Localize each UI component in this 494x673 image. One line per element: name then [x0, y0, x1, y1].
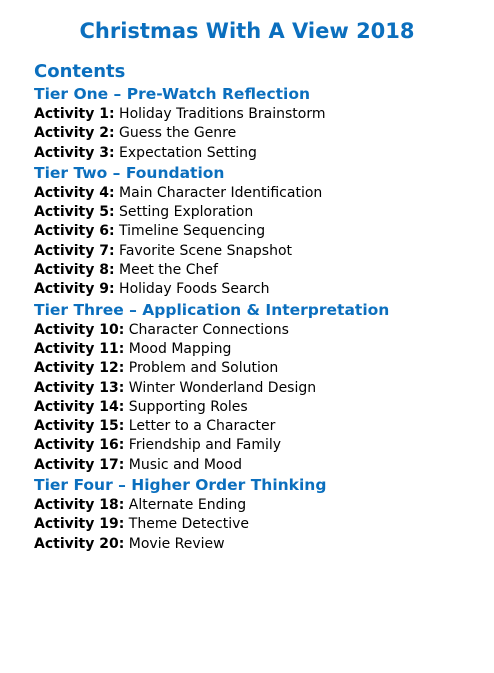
activity-title: Letter to a Character	[128, 418, 276, 435]
activity-label: Activity 7:	[34, 242, 115, 259]
activity-title: Character Connections	[128, 321, 289, 338]
activity-title: Holiday Foods Search	[119, 281, 270, 298]
document-title: Christmas With A View 2018	[79, 19, 415, 43]
activity-label: Activity 5:	[34, 204, 115, 221]
activity-title: Supporting Roles	[128, 398, 248, 415]
activity-20	[34, 535, 474, 554]
activity-title: Meet the Chef	[119, 262, 218, 279]
activity-label: Activity 18:	[34, 497, 125, 514]
activity-label: Activity 1:	[34, 106, 115, 122]
activity-label: Activity 6:	[34, 223, 115, 240]
activity-title: Expectation Setting	[119, 144, 257, 161]
contents-heading: Contents	[34, 61, 126, 82]
tier-heading: Tier Four – Higher Order Thinking	[34, 476, 327, 495]
activity-18	[34, 496, 474, 515]
activity-title: Winter Wonderland Design	[128, 379, 317, 396]
activity-title: Music and Mood	[128, 456, 242, 473]
activity-title: Friendship and Family	[128, 437, 282, 454]
activity-label: Activity 15:	[34, 418, 125, 435]
activity-label: Activity 12:	[34, 360, 125, 377]
activity-label: Activity 20:	[34, 535, 125, 552]
activity-14	[34, 398, 474, 417]
activity-title: Theme Detective	[128, 516, 249, 533]
activity-title: Setting Exploration	[119, 204, 254, 221]
activity-label: Activity 11:	[34, 340, 125, 357]
activity-17	[34, 456, 474, 475]
tier-heading: Tier Two – Foundation	[34, 163, 225, 182]
activity-title: Holiday Traditions Brainstorm	[119, 106, 326, 122]
activity-16	[34, 436, 474, 455]
tier-heading: Tier Three – Application & Interpretation	[34, 300, 390, 319]
activity-title: Timeline Sequencing	[119, 223, 266, 240]
activity-label: Activity 19:	[34, 516, 125, 533]
activity-2	[34, 124, 474, 143]
activity-label: Activity 17:	[34, 456, 125, 473]
activity-9	[34, 280, 474, 299]
activity-label: Activity 8:	[34, 262, 115, 279]
activity-title: Guess the Genre	[119, 125, 237, 142]
activity-19	[34, 515, 474, 534]
activity-label: Activity 3:	[34, 144, 115, 161]
activity-10	[34, 321, 474, 340]
activity-13	[34, 379, 474, 398]
activity-1	[34, 105, 474, 124]
tier-two	[34, 163, 474, 300]
tier-one	[34, 84, 474, 163]
activity-title: Movie Review	[128, 535, 225, 552]
activity-label: Activity 4:	[34, 184, 115, 201]
activity-label: Activity 2:	[34, 125, 115, 142]
activity-label: Activity 9:	[34, 281, 115, 298]
activity-label: Activity 16:	[34, 437, 125, 454]
activity-15	[34, 417, 474, 436]
activity-7	[34, 242, 474, 261]
activity-label: Activity 14:	[34, 398, 125, 415]
activity-title: Main Character Identification	[119, 184, 323, 201]
activity-11	[34, 340, 474, 359]
activity-4	[34, 184, 474, 203]
tier-heading: Tier One – Pre-Watch Reflection	[34, 85, 311, 103]
table-of-contents	[34, 84, 474, 554]
activity-6	[34, 222, 474, 241]
activity-title: Problem and Solution	[128, 360, 279, 377]
tier-three	[34, 300, 474, 475]
activity-title: Alternate Ending	[128, 497, 247, 514]
activity-label: Activity 13:	[34, 379, 125, 396]
activity-label: Activity 10:	[34, 321, 125, 338]
tier-four	[34, 475, 474, 554]
activity-12	[34, 359, 474, 378]
activity-3	[34, 144, 474, 163]
activity-title: Mood Mapping	[128, 340, 232, 357]
activity-5	[34, 203, 474, 222]
activity-title: Favorite Scene Snapshot	[119, 242, 293, 259]
activity-8	[34, 261, 474, 280]
